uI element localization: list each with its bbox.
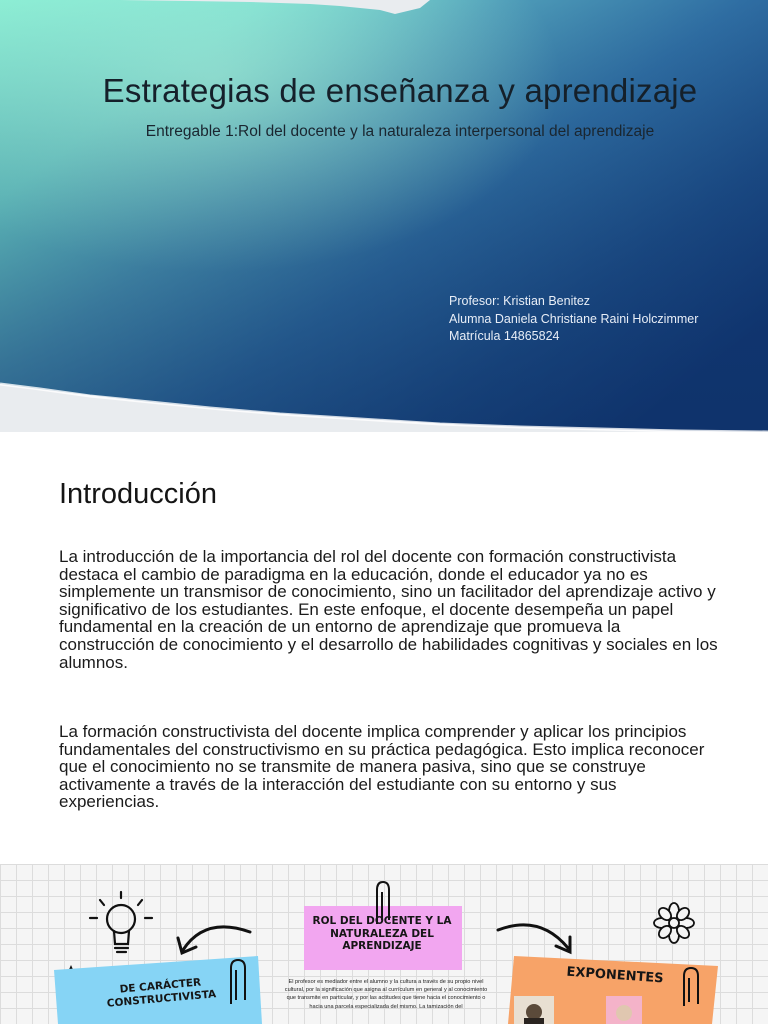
cover-background xyxy=(0,0,768,432)
intro-paragraph-2: La formación constructivista del docente implica comprender y aplicar los principios fundamentales del constructivismo en su práctica pedagógica. Esto implica reconocer que el conocimiento no se transmite de manera pasiva, sino que se construye activamente a través de la interacción del estudiante con su entorno y sus experiencias. xyxy=(59,722,705,812)
arrow-left-icon xyxy=(178,927,250,953)
professor-credit: Profesor: Kristian Benitez xyxy=(449,294,591,308)
cover-credits xyxy=(449,293,698,346)
cover-subtitle: Entregable 1:Rol del docente y la naturaleza interpersonal del aprendizaje xyxy=(145,123,655,140)
intro-paragraph-1: La introducción de la importancia del rol del docente con formación constructivista destaca el cambio de paradigma en la educación, donde el educador ya no es simplemente un transmisor de conocimiento, sino un facilitador del aprendizaje activo y significativo de los estudiantes. En este enfoque, el docente desempeña un papel fundamental en la creación de un entorno de aprendizaje que promueva la construcción de conocimiento y el desarrollo de habilidades cognitivas y sociales en los alumnos. xyxy=(59,547,718,672)
infographic-slide xyxy=(0,864,768,1024)
student-credit: Alumna Daniela Christiane Raini Holczimmer xyxy=(449,311,699,326)
cover-slide xyxy=(0,0,768,432)
intro-title: Introducción xyxy=(59,478,217,510)
caracter-label: DE CARÁCTER CONSTRUCTIVISTA xyxy=(106,976,217,1010)
portrait-2 xyxy=(606,996,642,1024)
enrollment-credit: Matrícula 14865824 xyxy=(449,329,560,343)
cover-title: Estrategias de enseñanza y aprendizaje xyxy=(102,72,698,109)
portrait-1 xyxy=(514,996,554,1024)
rol-description: El profesor es mediador entre el alumno y la cultura a través de su propio nivel cultural, por la significación que asigna al currículum en general y al conocimiento que transmite en particular, y por las actitudes que tiene hacia el conocimiento o hacia una parcela especializada del mismo. La tamización del xyxy=(284,979,488,1010)
arrow-right-icon xyxy=(498,925,570,952)
exponentes-label: EXPONENTES xyxy=(565,964,665,987)
lightbulb-icon xyxy=(90,892,152,952)
flower-icon xyxy=(654,903,694,943)
introduction-slide xyxy=(0,432,768,864)
rol-label: ROL DEL DOCENTE Y LA NATURALEZA DEL APRENDIZAJE xyxy=(312,915,452,952)
